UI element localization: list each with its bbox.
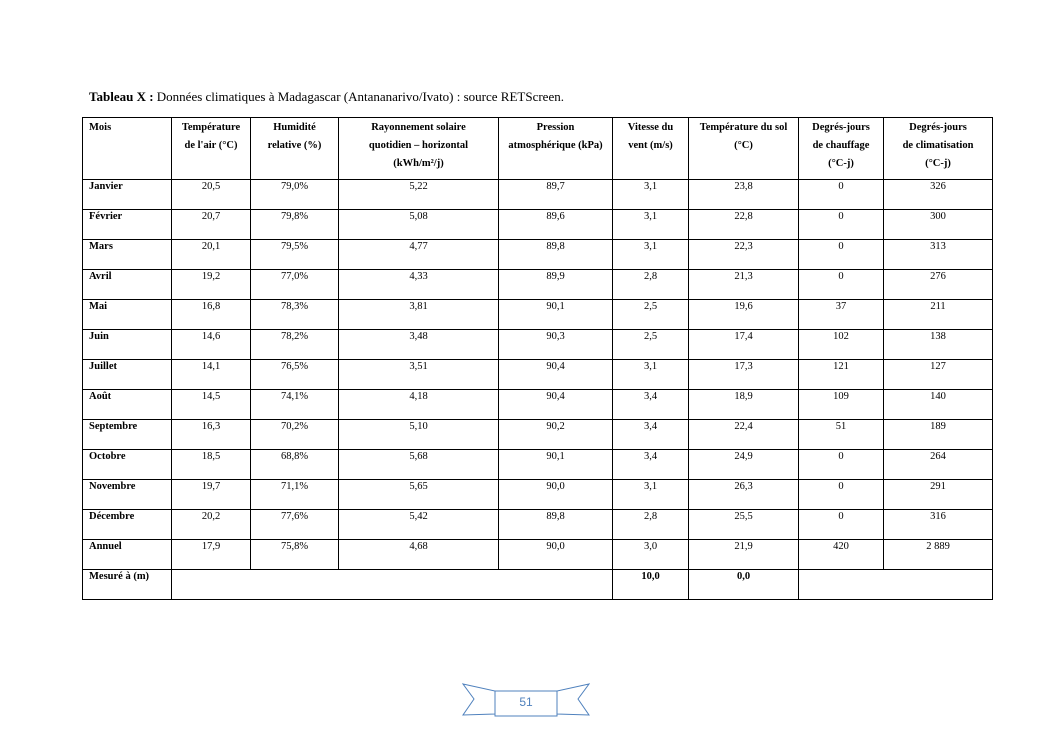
- column-header-line: vent (m/s): [628, 140, 673, 151]
- month-label: Janvier: [83, 180, 172, 210]
- table-cell: 4,77: [339, 240, 499, 270]
- table-body: [83, 180, 993, 570]
- table-cell: 79,5%: [251, 240, 339, 270]
- measured-soil-depth: 0,0: [689, 570, 799, 600]
- column-header-line: (°C-j): [925, 158, 951, 169]
- page-number-banner: [462, 682, 590, 718]
- column-header: [884, 118, 993, 180]
- table-cell: 20,2: [172, 510, 251, 540]
- table-row: [83, 240, 993, 270]
- table-cell: 19,6: [689, 300, 799, 330]
- table-cell: 25,5: [689, 510, 799, 540]
- table-cell: 189: [884, 420, 993, 450]
- table-cell: 14,6: [172, 330, 251, 360]
- measured-wind-height: 10,0: [613, 570, 689, 600]
- table-cell: 77,0%: [251, 270, 339, 300]
- month-label: Août: [83, 390, 172, 420]
- table-cell: 21,9: [689, 540, 799, 570]
- table-cell: 0: [799, 450, 884, 480]
- column-header-line: de l'air (°C): [184, 140, 238, 151]
- column-header: [689, 118, 799, 180]
- table-cell: 68,8%: [251, 450, 339, 480]
- table-cell: 20,7: [172, 210, 251, 240]
- climate-data-table: [82, 117, 993, 600]
- measured-empty-cell: [172, 570, 613, 600]
- table-cell: 90,1: [499, 300, 613, 330]
- table-cell: 3,81: [339, 300, 499, 330]
- table-row: [83, 480, 993, 510]
- table-cell: 316: [884, 510, 993, 540]
- table-cell: 5,22: [339, 180, 499, 210]
- table-cell: 2,8: [613, 270, 689, 300]
- column-header-line: Humidité: [273, 122, 316, 133]
- table-cell: 90,0: [499, 480, 613, 510]
- month-label: Mars: [83, 240, 172, 270]
- table-cell: 313: [884, 240, 993, 270]
- table-cell: 17,9: [172, 540, 251, 570]
- month-label: Décembre: [83, 510, 172, 540]
- table-cell: 0: [799, 270, 884, 300]
- table-cell: 138: [884, 330, 993, 360]
- table-cell: 0: [799, 480, 884, 510]
- table-cell: 19,7: [172, 480, 251, 510]
- column-header: [251, 118, 339, 180]
- table-cell: 5,68: [339, 450, 499, 480]
- column-header-line: (kWh/m²/j): [393, 158, 444, 169]
- table-cell: 51: [799, 420, 884, 450]
- table-cell: 0: [799, 510, 884, 540]
- table-cell: 264: [884, 450, 993, 480]
- table-row: [83, 180, 993, 210]
- table-cell: 75,8%: [251, 540, 339, 570]
- table-cell: 2,8: [613, 510, 689, 540]
- column-header-line: de climatisation: [902, 140, 974, 151]
- table-cell: 326: [884, 180, 993, 210]
- table-row: [83, 390, 993, 420]
- column-header-line: quotidien – horizontal: [368, 140, 469, 151]
- caption-text: Données climatiques à Madagascar (Antananarivo/Ivato) : source RETScreen.: [156, 89, 564, 104]
- month-label: Octobre: [83, 450, 172, 480]
- table-cell: 70,2%: [251, 420, 339, 450]
- column-header: [799, 118, 884, 180]
- table-cell: 14,1: [172, 360, 251, 390]
- table-cell: 14,5: [172, 390, 251, 420]
- month-label: Avril: [83, 270, 172, 300]
- table-cell: 18,5: [172, 450, 251, 480]
- table-cell: 3,51: [339, 360, 499, 390]
- page-number: 51: [519, 695, 533, 709]
- column-header-line: relative (%): [267, 140, 322, 151]
- table-cell: 19,2: [172, 270, 251, 300]
- table-row: [83, 300, 993, 330]
- measured-label: Mesuré à (m): [83, 570, 172, 600]
- table-cell: 76,5%: [251, 360, 339, 390]
- column-header-line: atmosphérique (kPa): [508, 140, 603, 151]
- table-row: [83, 270, 993, 300]
- table-cell: 18,9: [689, 390, 799, 420]
- column-header-line: de chauffage: [812, 140, 870, 151]
- table-cell: 77,6%: [251, 510, 339, 540]
- table-cell: 127: [884, 360, 993, 390]
- table-cell: 78,2%: [251, 330, 339, 360]
- column-header-line: Degrés-jours: [909, 122, 967, 133]
- table-cell: 90,3: [499, 330, 613, 360]
- table-cell: 24,9: [689, 450, 799, 480]
- table-cell: 3,1: [613, 180, 689, 210]
- table-cell: 5,65: [339, 480, 499, 510]
- table-row: [83, 510, 993, 540]
- column-header-line: Degrés-jours: [812, 122, 870, 133]
- table-cell: 4,18: [339, 390, 499, 420]
- table-cell: 22,4: [689, 420, 799, 450]
- table-cell: 211: [884, 300, 993, 330]
- table-cell: 79,8%: [251, 210, 339, 240]
- table-cell: 3,48: [339, 330, 499, 360]
- table-row: [83, 360, 993, 390]
- table-cell: 22,8: [689, 210, 799, 240]
- column-header-line: Vitesse du: [627, 122, 674, 133]
- table-cell: 71,1%: [251, 480, 339, 510]
- table-row: [83, 330, 993, 360]
- table-cell: 102: [799, 330, 884, 360]
- table-cell: 16,3: [172, 420, 251, 450]
- column-header: [499, 118, 613, 180]
- table-cell: 90,4: [499, 390, 613, 420]
- table-cell: 276: [884, 270, 993, 300]
- table-cell: 89,8: [499, 240, 613, 270]
- month-label: Février: [83, 210, 172, 240]
- table-cell: 3,1: [613, 240, 689, 270]
- table-cell: 90,0: [499, 540, 613, 570]
- column-header: [339, 118, 499, 180]
- table-cell: 2,5: [613, 300, 689, 330]
- table-cell: 3,4: [613, 420, 689, 450]
- column-header-line: Rayonnement solaire: [371, 122, 466, 133]
- table-cell: 300: [884, 210, 993, 240]
- month-label: Mai: [83, 300, 172, 330]
- table-cell: 90,1: [499, 450, 613, 480]
- month-label: Annuel: [83, 540, 172, 570]
- column-header-line: (°C): [734, 140, 753, 151]
- month-label: Juin: [83, 330, 172, 360]
- table-cell: 16,8: [172, 300, 251, 330]
- table-cell: 3,4: [613, 390, 689, 420]
- column-header-line: Température du sol: [699, 122, 788, 133]
- table-cell: 4,68: [339, 540, 499, 570]
- table-cell: 109: [799, 390, 884, 420]
- table-cell: 2 889: [884, 540, 993, 570]
- table-cell: 17,3: [689, 360, 799, 390]
- table-cell: 3,1: [613, 210, 689, 240]
- measured-row: [83, 570, 993, 600]
- table-row: [83, 210, 993, 240]
- column-header: [172, 118, 251, 180]
- table-cell: 89,7: [499, 180, 613, 210]
- table-cell: 26,3: [689, 480, 799, 510]
- table-cell: 121: [799, 360, 884, 390]
- table-cell: 78,3%: [251, 300, 339, 330]
- table-cell: 21,3: [689, 270, 799, 300]
- table-cell: 79,0%: [251, 180, 339, 210]
- table-caption: [89, 89, 564, 105]
- table-cell: 0: [799, 210, 884, 240]
- table-cell: 89,6: [499, 210, 613, 240]
- table-row: [83, 450, 993, 480]
- table-cell: 3,1: [613, 360, 689, 390]
- table-cell: 2,5: [613, 330, 689, 360]
- table-cell: 0: [799, 240, 884, 270]
- table-cell: 291: [884, 480, 993, 510]
- table-cell: 5,10: [339, 420, 499, 450]
- table-cell: 74,1%: [251, 390, 339, 420]
- month-label: Septembre: [83, 420, 172, 450]
- column-header-line: (°C-j): [828, 158, 854, 169]
- table-cell: 89,8: [499, 510, 613, 540]
- table-cell: 3,4: [613, 450, 689, 480]
- table-cell: 140: [884, 390, 993, 420]
- month-label: Novembre: [83, 480, 172, 510]
- measured-empty-cell: [799, 570, 993, 600]
- table-cell: 90,4: [499, 360, 613, 390]
- table-cell: 3,1: [613, 480, 689, 510]
- column-header-line: Pression: [536, 122, 575, 133]
- column-header: [613, 118, 689, 180]
- table-cell: 420: [799, 540, 884, 570]
- table-cell: 20,1: [172, 240, 251, 270]
- table-row: [83, 540, 993, 570]
- table-row: [83, 420, 993, 450]
- table-cell: 5,08: [339, 210, 499, 240]
- table-cell: 23,8: [689, 180, 799, 210]
- table-cell: 89,9: [499, 270, 613, 300]
- caption-label: Tableau X :: [89, 89, 154, 104]
- month-label: Juillet: [83, 360, 172, 390]
- table-cell: 17,4: [689, 330, 799, 360]
- table-cell: 0: [799, 180, 884, 210]
- table-cell: 3,0: [613, 540, 689, 570]
- table-cell: 20,5: [172, 180, 251, 210]
- table-cell: 22,3: [689, 240, 799, 270]
- column-header: [83, 118, 172, 180]
- table-cell: 4,33: [339, 270, 499, 300]
- table-cell: 90,2: [499, 420, 613, 450]
- table-header-row: [83, 118, 993, 180]
- table-cell: 37: [799, 300, 884, 330]
- table-cell: 5,42: [339, 510, 499, 540]
- column-header-line: Température: [181, 122, 241, 133]
- column-header-line: Mois: [89, 122, 112, 133]
